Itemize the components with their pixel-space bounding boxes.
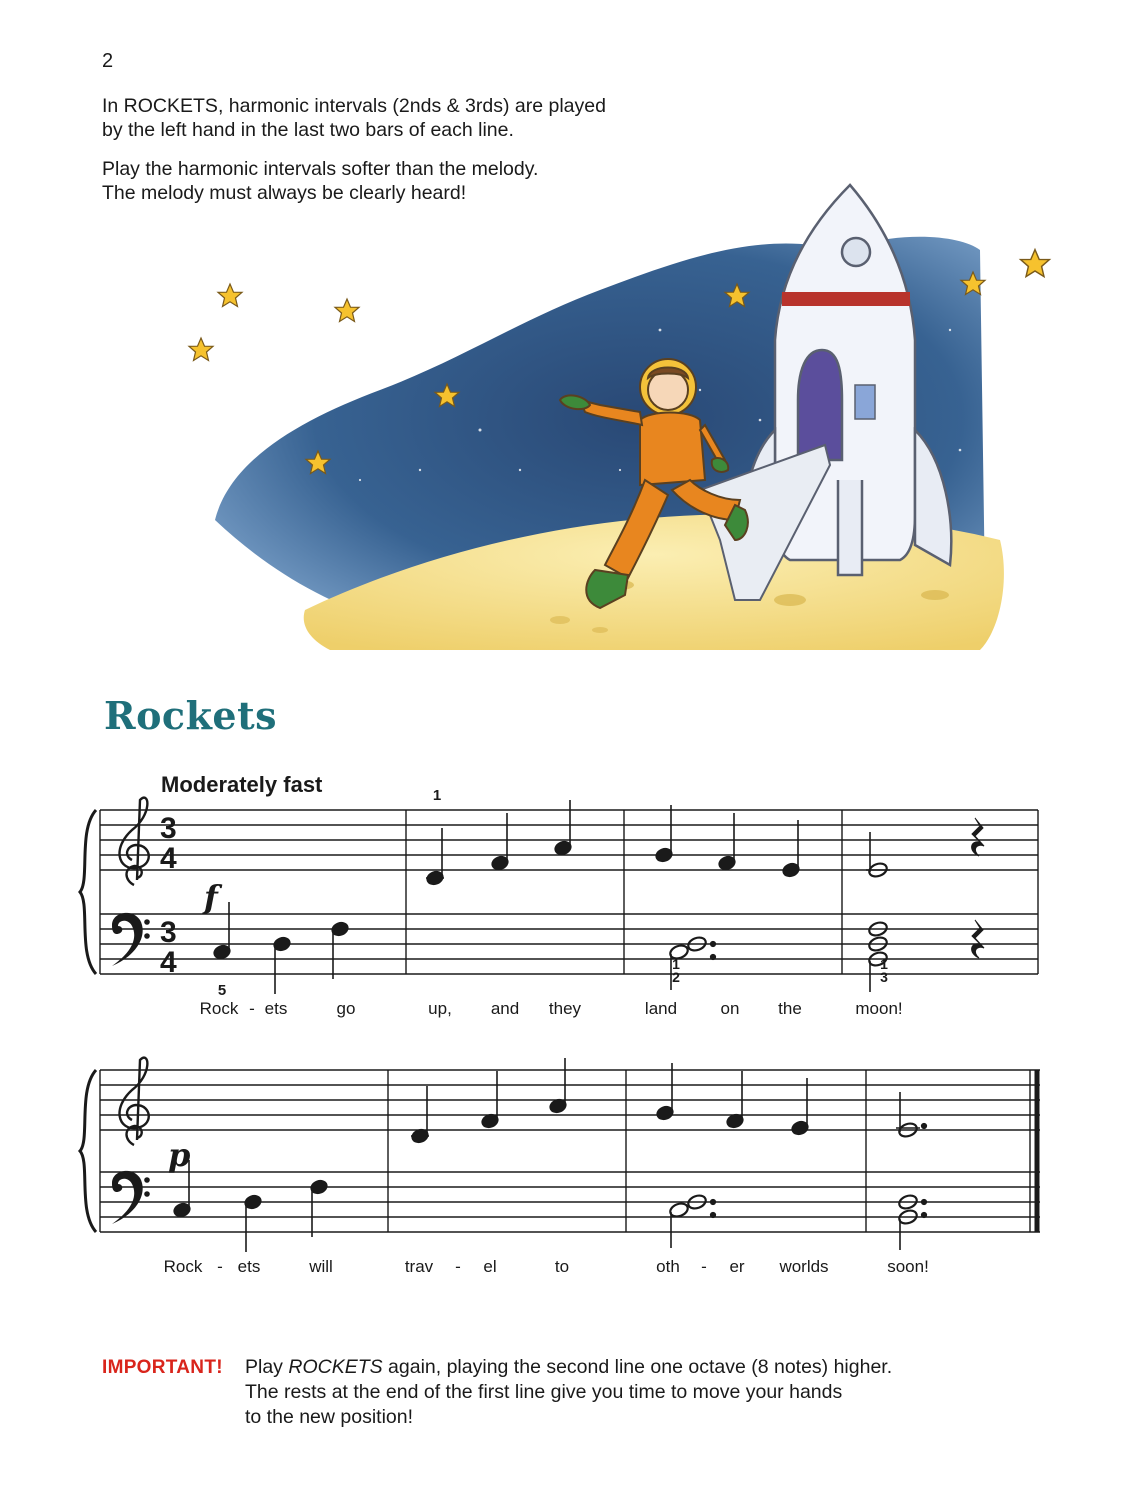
lyric-syllable: ets (264, 999, 288, 1018)
lyric-syllable: the (778, 999, 802, 1018)
lyric-syllable: moon! (855, 999, 903, 1018)
lyric-hyphen: - (701, 1257, 707, 1276)
lyric-syllable: el (483, 1257, 497, 1276)
important-line: The rests at the end of the first line give you time to move your hands (245, 1381, 843, 1403)
lyric-syllable: on (720, 999, 740, 1018)
important-line (245, 1355, 892, 1380)
dynamic-forte: f (204, 878, 218, 916)
important-text-post: again, playing the second line one octave (8 notes) higher. (382, 1356, 893, 1378)
tempo-marking: Moderately fast (161, 772, 323, 797)
important-emphasis: ROCKETS (288, 1356, 383, 1378)
lyric-syllable: oth (656, 1257, 680, 1276)
lyric-syllable: Rock (163, 1257, 203, 1276)
lyric-syllable: worlds (779, 1257, 829, 1276)
lyric-syllable: and (490, 999, 520, 1018)
fingering-m4-top: 1 (880, 956, 888, 972)
song-title: Rockets (104, 693, 278, 738)
fingering-m3-top: 1 (672, 956, 680, 972)
lyric-hyphen: - (455, 1257, 461, 1276)
intro-line: Play the harmonic intervals softer than the melody. (102, 158, 539, 180)
lyric-syllable: ets (237, 1257, 261, 1276)
lyric-syllable: er (729, 1257, 745, 1276)
time-signature (160, 812, 177, 979)
intro-line: by the left hand in the last two bars of each line. (102, 119, 514, 141)
lyric-hyphen: - (217, 1257, 223, 1276)
fingering-lh: 5 (217, 982, 227, 999)
brace (80, 1070, 96, 1232)
lyric-syllable: soon! (887, 1257, 929, 1276)
fingering-rh: 1 (432, 787, 442, 804)
system-1-treble-staff (100, 810, 1038, 870)
lyric-syllable: will (309, 1257, 333, 1276)
svg-text:4: 4 (160, 842, 177, 875)
lyric-syllable: Rock (199, 999, 239, 1018)
dynamic-piano: p (168, 1136, 191, 1174)
lyric-syllable: to (554, 1257, 570, 1276)
treble-clef-icon (120, 798, 149, 1145)
system-1-bass-staff (100, 914, 1038, 974)
page-number: 2 (102, 50, 114, 72)
lyric-syllable: trav (404, 1257, 434, 1276)
notes-system-1 (212, 800, 984, 994)
lyric-syllable: they (548, 999, 582, 1018)
svg-text:3: 3 (160, 916, 177, 949)
system-2-treble-staff (100, 1070, 1040, 1130)
important-text (245, 1355, 892, 1430)
svg-text:4: 4 (160, 946, 177, 979)
lyric-syllable: go (336, 999, 356, 1018)
notes-system-2 (172, 1058, 926, 1252)
fingering-m3-bottom: 2 (672, 969, 680, 985)
brace (80, 810, 96, 974)
fingering-m4-bottom: 3 (880, 969, 888, 985)
important-label: IMPORTANT! (102, 1357, 223, 1378)
intro-line: The melody must always be clearly heard! (102, 182, 467, 204)
lyric-syllable: up, (428, 999, 452, 1018)
intro-line: In ROCKETS, harmonic intervals (2nds & 3rds) are played (102, 95, 606, 117)
lyric-syllable: land (644, 999, 678, 1018)
svg-text:3: 3 (160, 812, 177, 845)
lyric-hyphen: - (249, 999, 255, 1018)
important-line: to the new position! (245, 1406, 414, 1428)
important-text-pre: Play (245, 1356, 289, 1378)
